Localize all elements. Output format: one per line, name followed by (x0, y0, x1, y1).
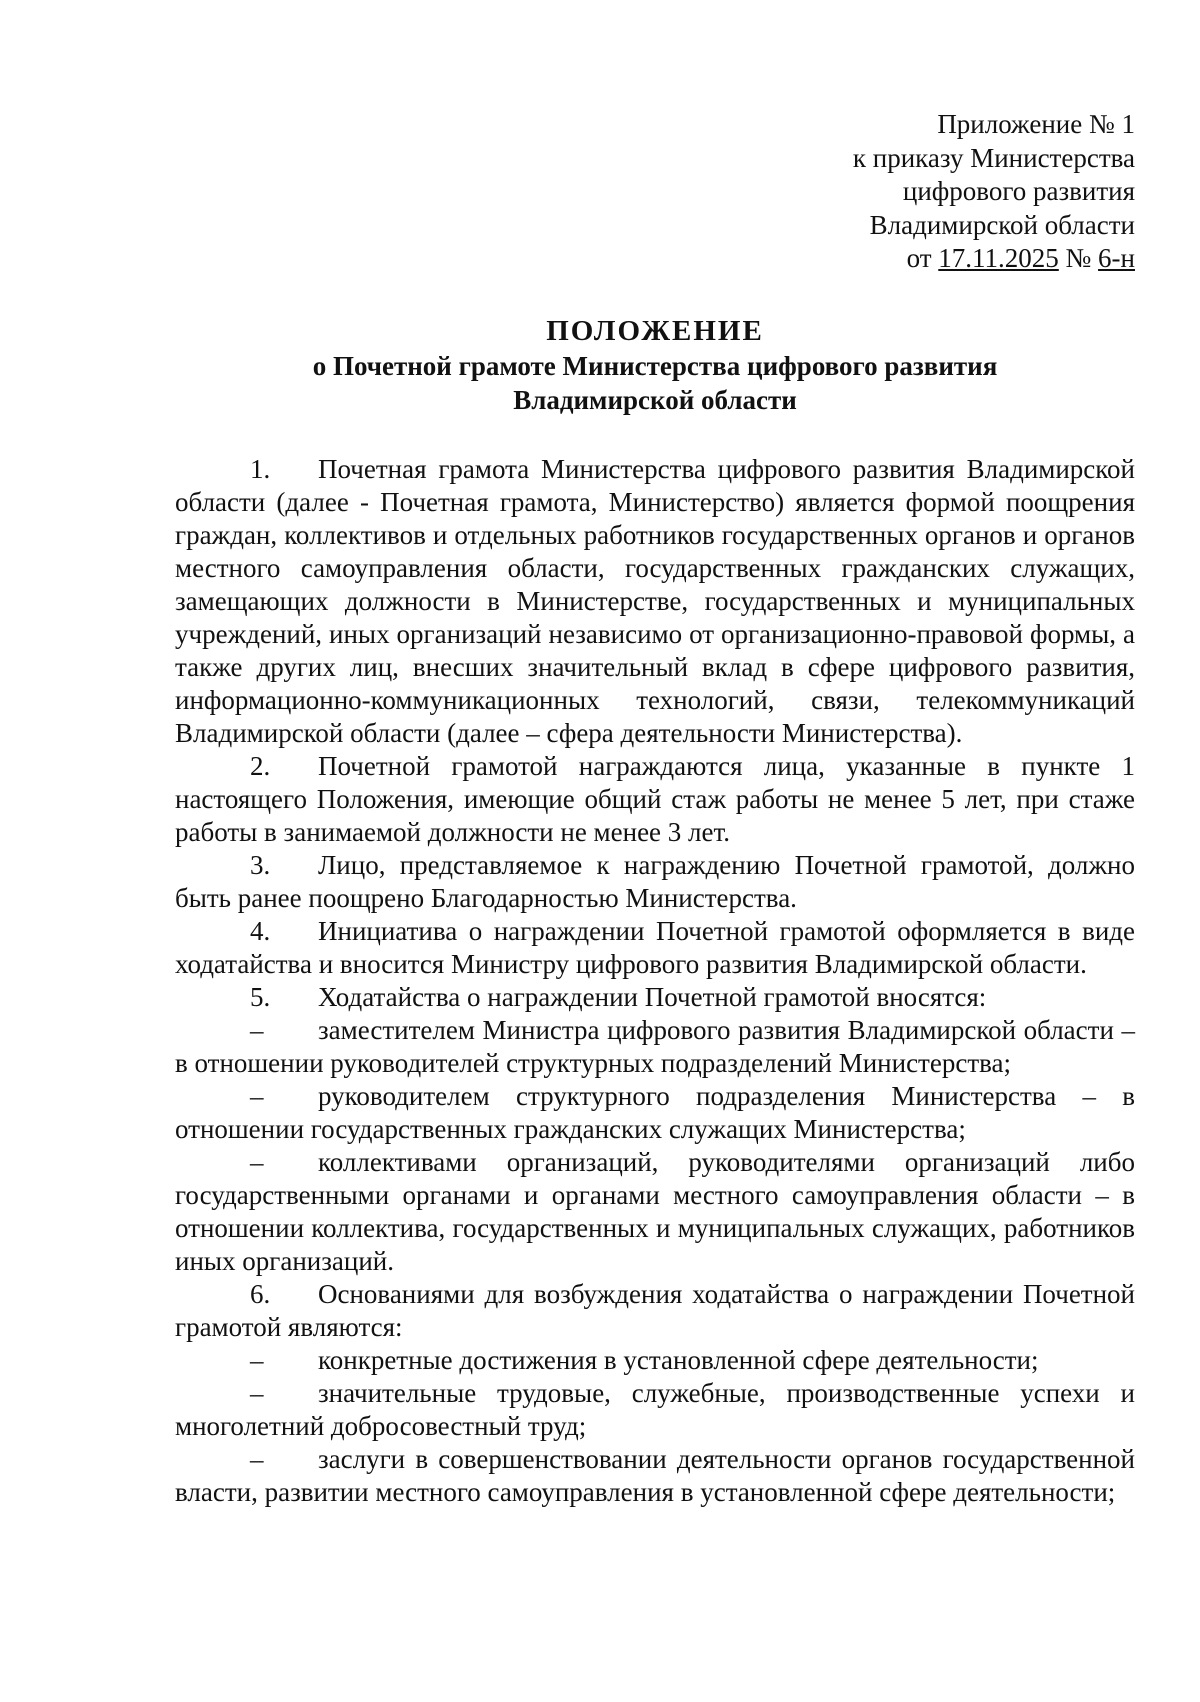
paragraph-item (175, 453, 1135, 750)
bullet-text: коллективами организаций, руководителями организаций либо государственными органами и органами местного самоуправления области – в отношении коллектива, государственных и муниципальных служащих, работников иных организаций. (175, 1146, 1135, 1276)
document-body (175, 453, 1135, 1509)
number-prefix: № (1058, 243, 1099, 273)
item-text: Почетной грамотой награждаются лица, указанные в пункте 1 настоящего Положения, имеющие общий стаж работы не менее 5 лет, при стаже работы в занимаемой должности не менее 3 лет. (175, 750, 1135, 847)
paragraph-item (175, 981, 1135, 1014)
bullet-text: заместителем Министра цифрового развития Владимирской области – в отношении руководителей структурных подразделений Министерства; (175, 1014, 1135, 1078)
bullet-text: заслуги в совершенствовании деятельности органов государственной власти, развитии местного самоуправления в установленной сфере деятельности; (175, 1443, 1135, 1507)
paragraph-item (175, 1278, 1135, 1344)
item-text: Ходатайства о награждении Почетной грамотой вносятся: (318, 981, 987, 1012)
item-text: Инициатива о награждении Почетной грамотой оформляется в виде ходатайства и вносится Министру цифрового развития Владимирской области. (175, 915, 1135, 979)
item-number: 6. (250, 1278, 271, 1309)
item-number: 4. (250, 915, 271, 946)
document-subtitle: о Почетной грамоте Министерства цифрового развития (312, 350, 998, 381)
appendix-line: Владимирской области (869, 209, 1135, 240)
item-text: Основаниями для возбуждения ходатайства о награждении Почетной грамотой являются: (175, 1278, 1135, 1342)
appendix-header (175, 108, 1135, 276)
bullet-item (175, 1443, 1135, 1509)
paragraph-item (175, 849, 1135, 915)
order-date: 17.11.2025 (938, 243, 1059, 273)
bullet-text: конкретные достижения в установленной сфере деятельности; (318, 1344, 1039, 1375)
appendix-line: к приказу Министерства (852, 142, 1135, 173)
document-title: ПОЛОЖЕНИЕ (546, 314, 764, 347)
bullet-text: значительные трудовые, служебные, производственные успехи и многолетний добросовестный труд; (175, 1377, 1135, 1441)
bullet-dash: – (250, 1377, 264, 1408)
bullet-item (175, 1377, 1135, 1443)
document-page (175, 108, 1135, 1509)
bullet-item (175, 1014, 1135, 1080)
appendix-date-line (175, 242, 1135, 276)
item-text: Лицо, представляемое к награждению Почетной грамотой, должно быть ранее поощрено Благодарностью Министерства. (175, 849, 1135, 913)
appendix-line: Приложение № 1 (937, 109, 1135, 139)
date-prefix: от (906, 243, 939, 273)
document-subtitle: Владимирской области (513, 384, 797, 415)
order-number: 6-н (1098, 243, 1135, 273)
item-number: 3. (250, 849, 271, 880)
bullet-item (175, 1080, 1135, 1146)
bullet-item (175, 1146, 1135, 1278)
paragraph-item (175, 915, 1135, 981)
bullet-dash: – (250, 1146, 264, 1177)
paragraph-item (175, 750, 1135, 849)
bullet-dash: – (250, 1080, 264, 1111)
item-text: Почетная грамота Министерства цифрового развития Владимирской области (далее - Почетная грамота, Министерство) является формой поощрения граждан, коллективов и отдельных работников государственных органов и органов местного самоуправления области, государственных гражданских служащих, замещающих должности в Министерстве, государственных и муниципальных учреждений, иных организаций независимо от организационно-правовой формы, а также других лиц, внесших значительный вклад в сфере цифрового развития, информационно-коммуникационных технологий, связи, телекоммуникаций Владимирской области (далее – сфера деятельности Министерства). (175, 453, 1135, 748)
item-number: 1. (250, 453, 271, 484)
title-block (175, 313, 1135, 417)
item-number: 2. (250, 750, 271, 781)
bullet-item (175, 1344, 1135, 1377)
bullet-dash: – (250, 1443, 264, 1474)
appendix-line: цифрового развития (902, 176, 1135, 206)
item-number: 5. (250, 981, 271, 1012)
bullet-dash: – (250, 1014, 264, 1045)
bullet-dash: – (250, 1344, 264, 1375)
bullet-text: руководителем структурного подразделения Министерства – в отношении государственных гражданских служащих Министерства; (175, 1080, 1135, 1144)
